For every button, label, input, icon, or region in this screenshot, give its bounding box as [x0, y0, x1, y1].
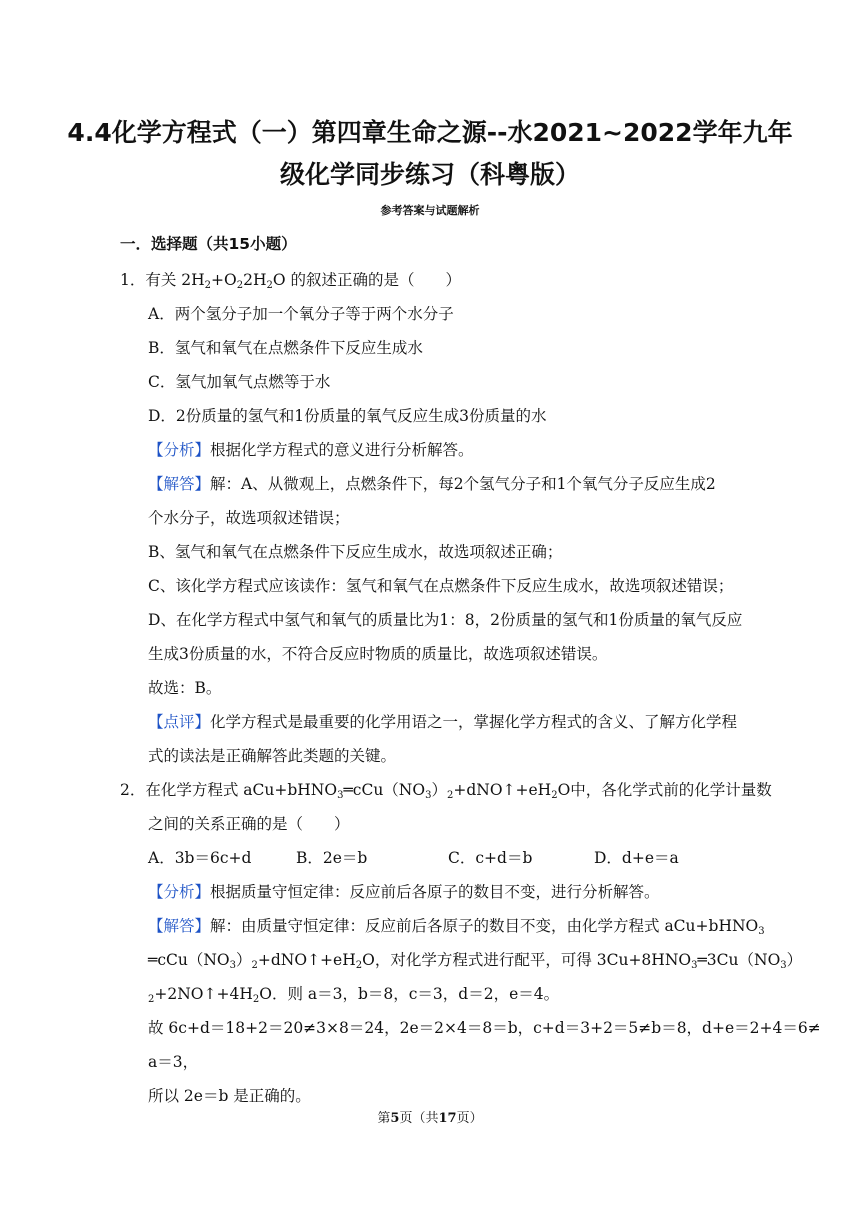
q1-solution-line1: 【解答】解：A、从微观上，点燃条件下，每2个氢气分子和1个氧气分子反应生成2: [148, 475, 716, 493]
analysis-tag: 【分析】: [148, 883, 211, 901]
q1-solution-line3: B、氢气和氧气在点燃条件下反应生成水，故选项叙述正确；: [148, 543, 563, 561]
q2-analysis: 【分析】根据质量守恒定律：反应前后各原子的数目不变，进行分析解答。: [148, 883, 660, 901]
q1-option-a: A．两个氢分子加一个氧分子等于两个水分子: [148, 305, 454, 323]
q2-solution-line1: 【解答】解：由质量守恒定律：反应前后各原子的数目不变，由化学方程式 aCu+bHNO$_3$: [148, 917, 765, 937]
section-heading: 一．选择题（共15小题）: [120, 235, 297, 253]
doc-title-line1: 4.4化学方程式（一）第四章生命之源--水2021~2022学年九年: [67, 118, 793, 147]
q2-solution-line5: a＝3，: [148, 1053, 199, 1071]
q1-stem: 1．有关 $2H_2+O_22H_2O$ 的叙述正确的是（ ）: [120, 271, 462, 291]
q1-option-c: C．氢气加氧气点燃等于水: [148, 373, 331, 391]
q1-analysis: 【分析】根据化学方程式的意义进行分析解答。: [148, 441, 474, 459]
comment-tag: 【点评】: [148, 713, 211, 731]
doc-subtitle: 参考答案与试题解析: [380, 204, 480, 217]
q2-option-a: A．3b＝6c+d: [148, 849, 252, 867]
analysis-tag: 【分析】: [148, 441, 211, 459]
q1-solution-line2: 个水分子，故选项叙述错误；: [148, 509, 350, 527]
solution-tag: 【解答】: [148, 475, 211, 493]
q1-solution-line6: 生成3份质量的水，不符合反应时物质的质量比，故选项叙述错误。: [148, 645, 608, 663]
q1-option-b: B．氢气和氧气在点燃条件下反应生成水: [148, 339, 423, 357]
q2-option-d: D．d+e＝a: [594, 849, 679, 867]
solution-tag: 【解答】: [148, 917, 211, 935]
q2-option-c: C．c+d＝b: [448, 849, 533, 867]
q1-comment-line2: 式的读法是正确解答此类题的关键。: [148, 747, 397, 765]
doc-title-line2: 级化学同步练习（科粤版）: [279, 160, 580, 189]
page-total: 17: [438, 1111, 457, 1126]
page-footer: 第5页（共17页）: [377, 1111, 483, 1126]
q1-solution-line4: C、该化学方程式应该读作：氢气和氧气在点燃条件下反应生成水，故选项叙述错误；: [148, 577, 734, 595]
q2-solution-line6: 所以 2e＝b 是正确的。: [148, 1087, 311, 1105]
q1-comment-line1: 【点评】化学方程式是最重要的化学用语之一，掌握化学方程式的含义、了解方化学程: [148, 713, 738, 731]
q2-solution-line3: $_2+2NO↑+4H_2O$．则 a＝3，b＝8，c＝3，d＝2，e＝4。: [148, 985, 560, 1005]
q1-solution-line5: D、在化学方程式中氢气和氧气的质量比为1：8，2份质量的氢气和1份质量的氧气反应: [148, 611, 743, 629]
q2-solution-line4: 故 6c+d＝18+2＝20≠3×8＝24，2e＝2×4＝8＝b，c+d＝3+2＝5≠b＝8，d+e＝2+4＝6≠: [148, 1019, 821, 1037]
q2-stem-line1: 2．在化学方程式 $aCu+bHNO_3═cCu(NO_3)_2+dNO↑+eH_2O$中，各化学式前的化学计量数: [120, 781, 772, 801]
q1-answer: 故选：B。: [148, 679, 222, 697]
q2-solution-line2: $═cCu(NO_3)_2+dNO↑+eH_2O$，对化学方程式进行配平，可得 $3Cu+8HNO_3═3Cu(NO_3)$: [148, 951, 803, 971]
page-number: 5: [390, 1111, 400, 1126]
q1-option-d: D．2份质量的氢气和1份质量的氧气反应生成3份质量的水: [148, 407, 547, 425]
q2-stem-line2: 之间的关系正确的是（ ）: [148, 815, 350, 833]
q2-option-b: B．2e＝b: [296, 849, 368, 867]
